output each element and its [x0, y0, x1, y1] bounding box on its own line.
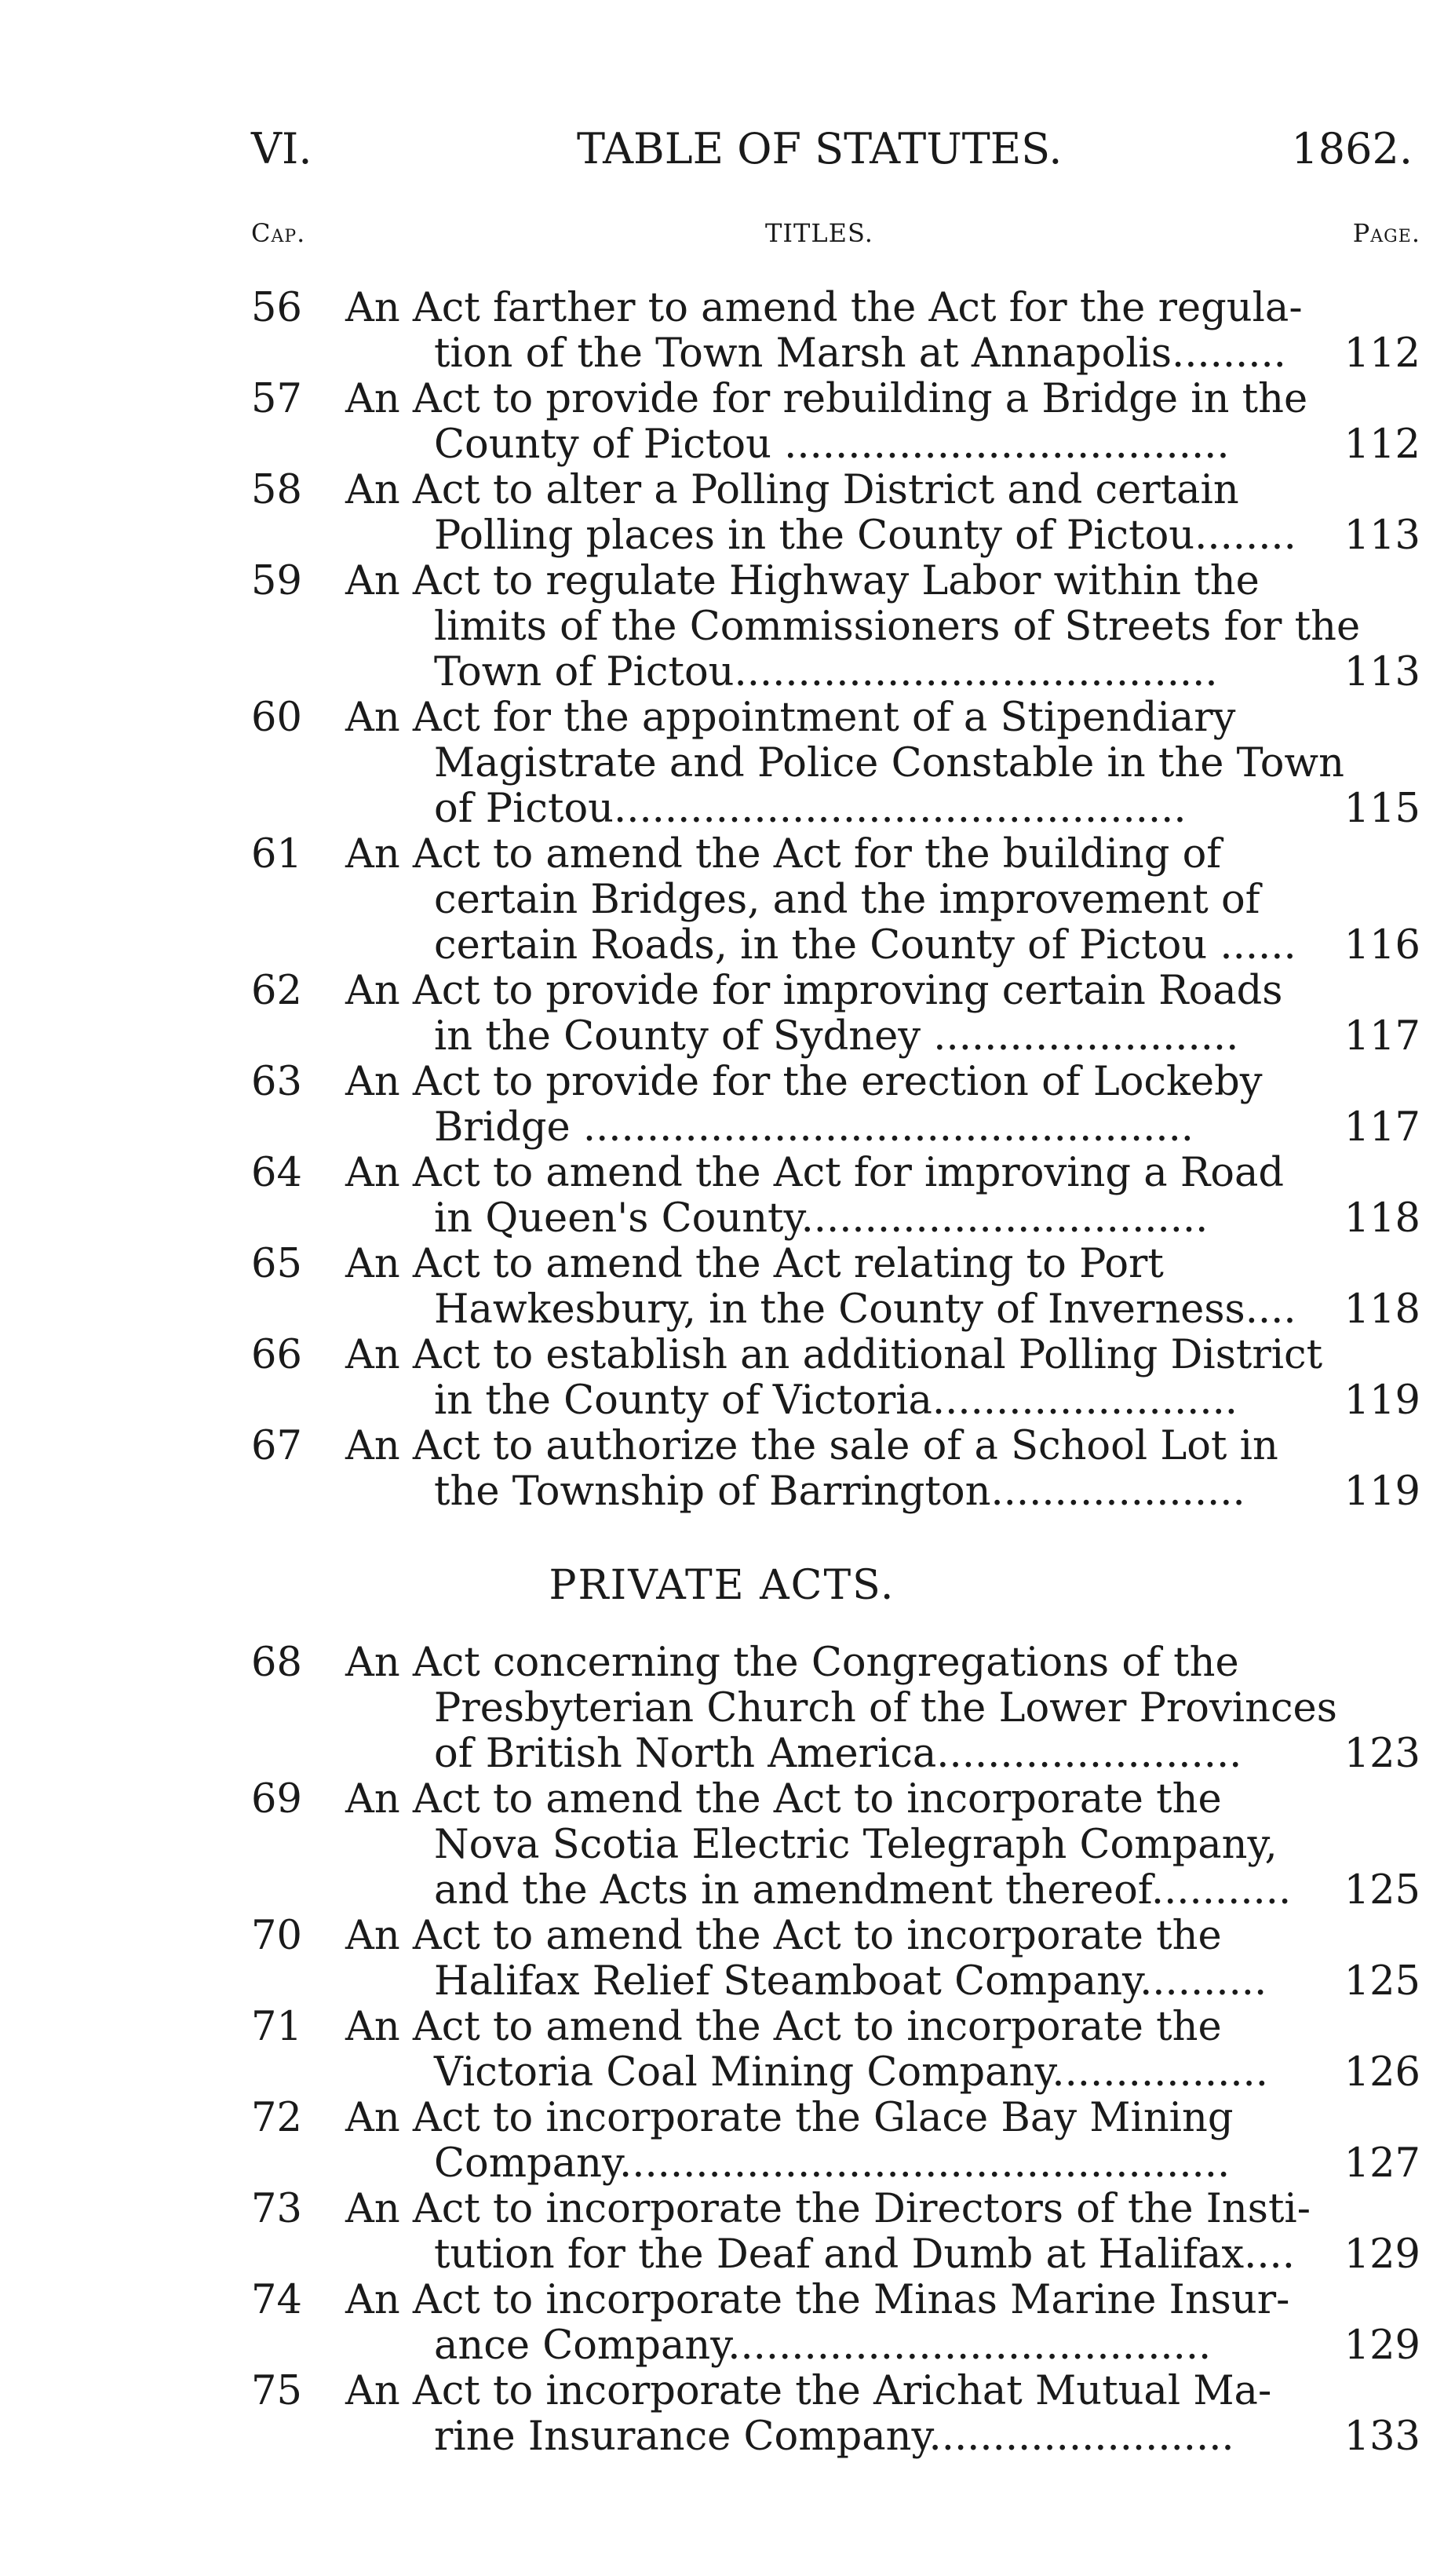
chapter-number: 72: [251, 2095, 302, 2141]
title-line: An Act to incorporate the Minas Marine Insur-: [345, 2277, 1290, 2323]
statute-entry: [251, 2096, 1420, 2187]
statute-title: [345, 968, 1283, 1060]
statute-title: [345, 2368, 1272, 2460]
private-acts-list: [251, 1640, 1420, 2460]
title-line: An Act to provide for improving certain Roads: [345, 968, 1283, 1014]
statute-entry: [251, 2278, 1420, 2369]
title-line: Company................................................: [434, 2140, 1231, 2187]
statute-title: [345, 1241, 1296, 1333]
statute-title: [345, 558, 1361, 695]
chapter-number: 70: [251, 1913, 302, 1959]
statute-title: [345, 1640, 1337, 1777]
title-line: An Act to incorporate the Glace Bay Mining: [345, 2095, 1234, 2141]
title-line: An Act concerning the Congregations of the: [345, 1640, 1239, 1686]
title-line: rine Insurance Company........................: [434, 2414, 1234, 2460]
year: 1862.: [1291, 124, 1413, 173]
page-number: 123: [1344, 1731, 1420, 1777]
statute-entry: [251, 1424, 1420, 1515]
title-line: An Act to provide for the erection of Lockeby: [345, 1059, 1263, 1105]
chapter-number: 56: [251, 285, 302, 331]
page-number: 126: [1344, 2049, 1420, 2096]
page-number: 113: [1344, 649, 1420, 695]
chapter-number: 74: [251, 2277, 302, 2323]
title-line: An Act to alter a Polling District and certain: [345, 467, 1239, 513]
page-number: 112: [1344, 330, 1420, 377]
title-line: An Act to amend the Act for the building of: [345, 831, 1222, 878]
title-line: An Act for the appointment of a Stipendiary: [345, 695, 1236, 741]
statute-title: [345, 831, 1296, 969]
statute-entry: [251, 2369, 1420, 2460]
page-number: 118: [1344, 1286, 1420, 1333]
page-number: 133: [1344, 2414, 1420, 2460]
title-line: Victoria Coal Mining Company.................: [434, 2049, 1268, 2096]
page-column-heading: Page.: [1352, 218, 1420, 248]
statute-entry: [251, 2187, 1420, 2278]
title-line: tution for the Deaf and Dumb at Halifax....: [434, 2231, 1295, 2278]
statute-title: [345, 1332, 1323, 1424]
chapter-number: 60: [251, 695, 302, 741]
page-number: 125: [1344, 1958, 1420, 2005]
page-number: 117: [1344, 1013, 1420, 1060]
statute-entry: [251, 1333, 1420, 1424]
title-line: Bridge ................................................: [434, 1104, 1194, 1151]
title-line: Hawkesbury, in the County of Inverness....: [434, 1286, 1296, 1333]
title-line: An Act to authorize the sale of a School Lot in: [345, 1423, 1278, 1469]
statute-entry: [251, 1777, 1420, 1914]
title-line: in the County of Sydney ........................: [434, 1013, 1239, 1060]
statute-title: [345, 1913, 1267, 2005]
chapter-number: 64: [251, 1150, 302, 1196]
statute-title: [345, 2277, 1290, 2369]
page-header: [251, 124, 1413, 181]
title-line: limits of the Commissioners of Streets for the: [434, 604, 1361, 650]
statute-title: [345, 1776, 1292, 1914]
chapter-number: 65: [251, 1241, 302, 1287]
page-number: 118: [1344, 1195, 1420, 1242]
title-line: An Act to regulate Highway Labor within the: [345, 558, 1260, 604]
chapter-number: 71: [251, 2004, 302, 2050]
statute-entry: [251, 286, 1420, 377]
chapter-number: 75: [251, 2368, 302, 2414]
title-line: An Act to amend the Act for improving a Road: [345, 1150, 1285, 1196]
title-line: in the County of Victoria........................: [434, 1377, 1238, 1424]
statute-entry: [251, 1640, 1420, 1777]
statute-title: [345, 2004, 1268, 2096]
page-number: 115: [1344, 786, 1420, 832]
title-line: Nova Scotia Electric Telegraph Company,: [434, 1822, 1278, 1868]
title-line: An Act to amend the Act to incorporate the: [345, 1776, 1222, 1823]
title-line: An Act to incorporate the Directors of the Insti-: [345, 2186, 1311, 2232]
statute-title: [345, 1150, 1285, 1242]
chapter-number: 62: [251, 968, 302, 1014]
title-line: An Act to incorporate the Arichat Mutual Ma-: [345, 2368, 1272, 2414]
chapter-number: 69: [251, 1776, 302, 1823]
statute-entry: [251, 377, 1420, 468]
page-number: 117: [1344, 1104, 1420, 1151]
page-number: 119: [1344, 1377, 1420, 1424]
statute-entry: [251, 559, 1420, 695]
cap-column-heading: Cap.: [251, 218, 306, 248]
title-line: of British North America........................: [434, 1731, 1242, 1777]
title-line: An Act to provide for rebuilding a Bridge in the: [345, 376, 1308, 422]
page-number: 127: [1344, 2140, 1420, 2187]
title-line: An Act to amend the Act relating to Port: [345, 1241, 1164, 1287]
chapter-number: 59: [251, 558, 302, 604]
title-line: Town of Pictou......................................: [434, 649, 1218, 695]
public-acts-list: [251, 286, 1420, 1515]
statute-title: [345, 376, 1308, 468]
title-line: of Pictou.............................................: [434, 786, 1187, 832]
chapter-number: 68: [251, 1640, 302, 1686]
page-number: 116: [1344, 922, 1420, 969]
statute-entry: [251, 2005, 1420, 2096]
title-line: An Act to establish an additional Polling District: [345, 1332, 1323, 1378]
title-line: in Queen's County................................: [434, 1195, 1209, 1242]
column-headings: [251, 218, 1420, 253]
statute-title: [345, 695, 1344, 832]
chapter-number: 57: [251, 376, 302, 422]
statute-entry: [251, 1242, 1420, 1333]
page-number: 119: [1344, 1469, 1420, 1515]
statute-title: [345, 285, 1303, 377]
titles-column-heading: TITLES.: [765, 218, 873, 248]
statute-title: [345, 1060, 1264, 1151]
page-number: 112: [1344, 421, 1420, 468]
title-line: Presbyterian Church of the Lower Provinces: [434, 1685, 1337, 1731]
statute-entry: [251, 468, 1420, 559]
statute-title: [345, 1423, 1278, 1515]
chapter-number: 67: [251, 1423, 302, 1469]
page-title: TABLE OF STATUTES.: [577, 124, 1063, 173]
statute-entry: [251, 1914, 1420, 2005]
chapter-number: 66: [251, 1332, 302, 1378]
title-line: the Township of Barrington....................: [434, 1469, 1245, 1515]
page-number: 129: [1344, 2322, 1420, 2369]
title-line: County of Pictou ...................................: [434, 421, 1230, 468]
title-line: Halifax Relief Steamboat Company..........: [434, 1958, 1267, 2005]
chapter-number: 61: [251, 831, 302, 878]
chapter-number: 63: [251, 1059, 302, 1105]
page-number: 125: [1344, 1867, 1420, 1914]
title-line: ance Company......................................: [434, 2322, 1212, 2369]
statute-entry: [251, 1060, 1420, 1151]
title-line: An Act to amend the Act to incorporate the: [345, 2004, 1222, 2050]
title-line: and the Acts in amendment thereof...........: [434, 1867, 1292, 1914]
statute-title: [345, 2186, 1311, 2278]
statute-entry: [251, 832, 1420, 969]
title-line: An Act farther to amend the Act for the regula-: [345, 285, 1303, 331]
statute-title: [345, 2096, 1264, 2187]
title-line: An Act to amend the Act to incorporate the: [345, 1913, 1222, 1959]
statute-entry: [251, 969, 1420, 1060]
title-line: certain Roads, in the County of Pictou ......: [434, 922, 1296, 969]
title-line: certain Bridges, and the improvement of: [434, 877, 1260, 923]
page-number: 113: [1344, 513, 1420, 559]
chapter-number: 73: [251, 2186, 302, 2232]
private-acts-heading: PRIVATE ACTS.: [549, 1562, 895, 1609]
title-line: Polling places in the County of Pictou........: [434, 513, 1296, 559]
volume-number: VI.: [251, 124, 312, 173]
page-number: 129: [1344, 2231, 1420, 2278]
title-line: Magistrate and Police Constable in the Town: [434, 740, 1344, 786]
statute-entry: [251, 695, 1420, 832]
statute-entry: [251, 1151, 1420, 1242]
chapter-number: 58: [251, 467, 302, 513]
statute-title: [345, 467, 1296, 559]
title-line: tion of the Town Marsh at Annapolis.........: [434, 330, 1286, 377]
